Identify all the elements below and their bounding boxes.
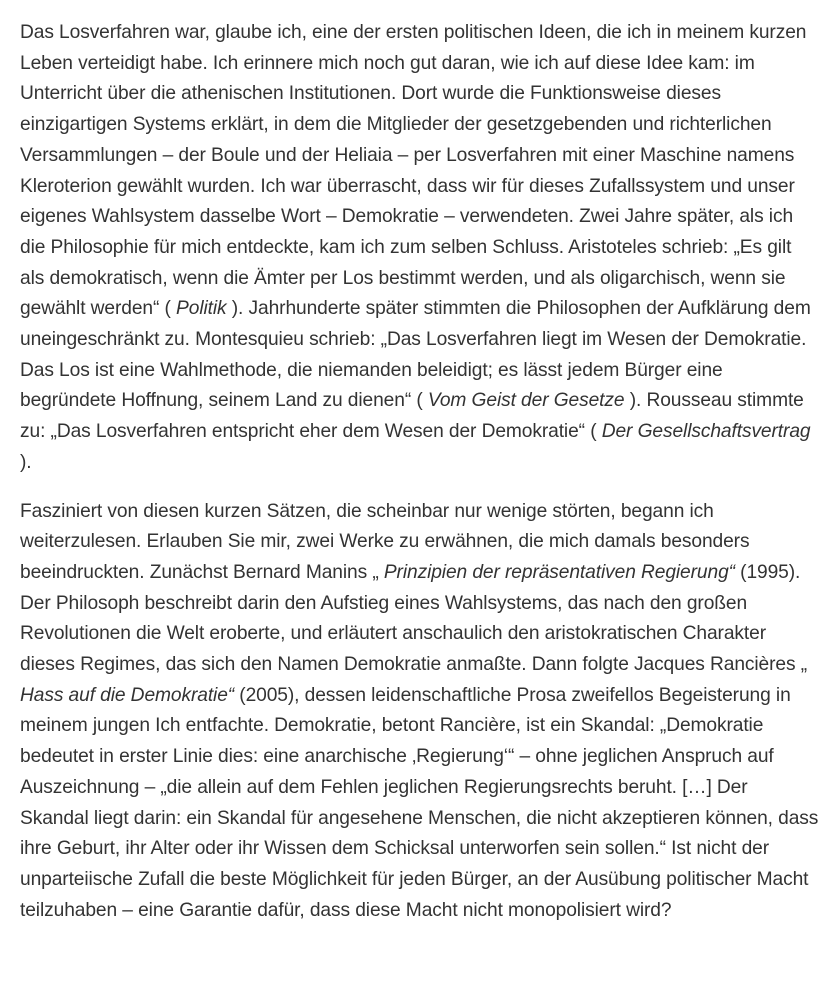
text-segment: ). Jahrhunderte später stimmten die Philosophen der Aufklärung dem uneingeschränkt zu. Montesquieu schrieb: „Das Losverfahren liegt im Wesen der Demokratie. Das Los ist eine Wahlmethode, die niemanden beleidigt; es lässt jedem Bürger eine begründete Hoffnung, seinem Land zu dienen“ (: [20, 298, 811, 412]
book-title-vom-geist-der-gesetze: Vom Geist der Gesetze: [427, 390, 625, 412]
text-segment: (1995). Der Philosoph beschreibt darin den Aufstieg eines Wahlsystems, das nach den großen Revolutionen die Welt eroberte, und erläutert anschaulich den aristokratischen Charakter dieses Regimes, das sich den Namen Demokratie anmaßte. Dann folgte Jacques Rancières „: [20, 561, 807, 676]
paragraph-1: [20, 18, 818, 479]
book-title-politik: Politik: [176, 298, 227, 320]
text-segment: Das Losverfahren war, glaube ich, eine der ersten politischen Ideen, die ich in meinem kurzen Leben verteidigt habe. Ich erinnere mich noch gut daran, wie ich auf diese Idee kam: im Unterricht über die athenischen Institutionen. Dort wurde die Funktionsweise dieses einzigartigen Systems erklärt, in dem die Mitglieder der gesetzgebenden und richterlichen Versammlungen – der Boule und der Heliaia – per Losverfahren mit einer Maschine namens Kleroterion gewählt wurden. Ich war überrascht, dass wir für dieses Zufallssystem und unser eigenes Wahlsystem dasselbe Wort – Demokratie – verwendeten. Zwei Jahre später, als ich die Philosophie für mich entdeckte, kam ich zum selben Schluss. Aristoteles schrieb: „Es gilt als demokratisch, wenn die Ämter per Los bestimmt werden, und als oligarchisch, wenn sie gewählt werden“ (: [20, 22, 807, 320]
book-title-der-gesellschaftsvertrag: Der Gesellschaftsvertrag: [601, 421, 811, 443]
text-segment: ).: [20, 451, 32, 473]
text-segment: Fasziniert von diesen kurzen Sätzen, die scheinbar nur wenige störten, begann ich weiterzulesen. Erlauben Sie mir, zwei Werke zu erwähnen, die mich damals besonders beeindruckten. Zunächst Bernard Manins „: [20, 500, 750, 583]
paragraph-2: [20, 497, 818, 927]
text-segment: (2005), dessen leidenschaftliche Prosa zweifellos Begeisterung in meinem jungen Ich entfachte. Demokratie, betont Rancière, ist ein Skandal: „Demokratie bedeutet in erster Linie dies: eine anarchische ‚Regierung‘“ – ohne jeglichen Anspruch auf Auszeichnung – „die allein auf dem Fehlen jeglichen Regierungsrechts beruht. […] Der Skandal liegt darin: ein Skandal für angesehene Menschen, die nicht akzeptieren können, dass ihre Geburt, ihr Alter oder ihr Wissen dem Schicksal unterworfen sein sollen.“ Ist nicht der unparteiische Zufall die beste Möglichkeit für jeden Bürger, an der Ausübung politischer Macht teilzuhaben – eine Garantie dafür, dass diese Macht nicht monopolisiert wird?: [20, 684, 818, 921]
book-title-prinzipien: Prinzipien der repräsentativen Regierung“: [383, 561, 735, 583]
text-segment: ). Rousseau stimmte zu: „Das Losverfahren entspricht eher dem Wesen der Demokratie“ (: [20, 390, 804, 443]
book-title-hass-auf-die-demokratie: Hass auf die Demokratie“: [20, 684, 235, 706]
